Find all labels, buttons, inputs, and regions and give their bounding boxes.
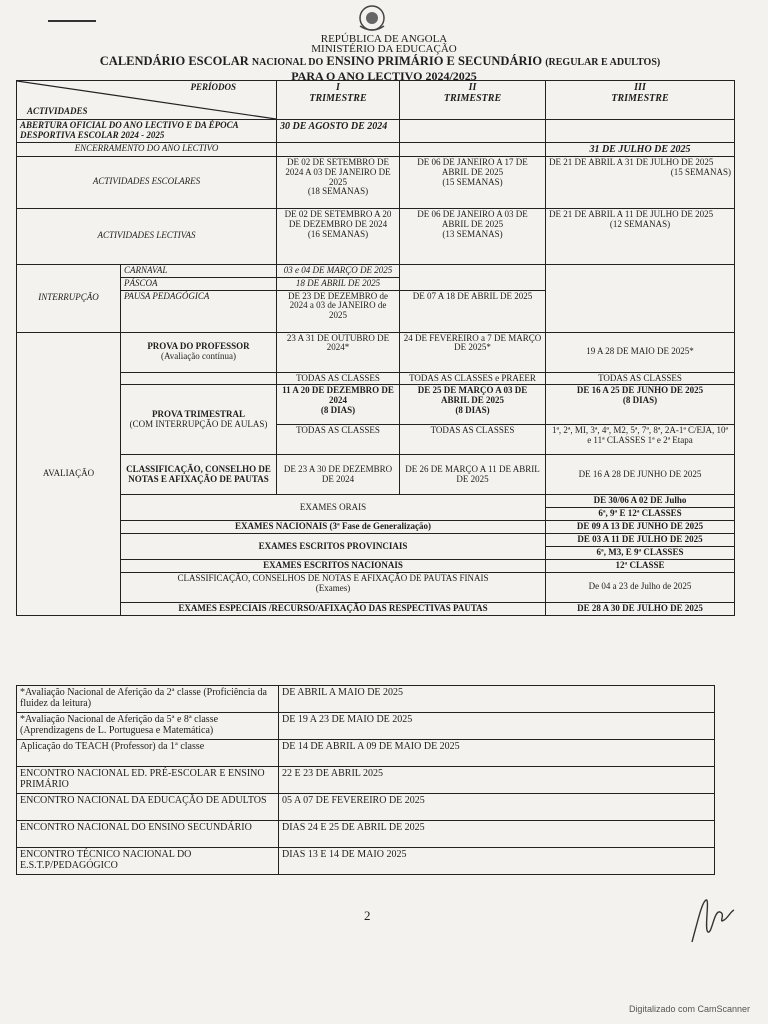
classif-ex-t3: De 04 a 23 de Julho de 2025 <box>546 572 735 602</box>
header-year: PARA O ANO LECTIVO 2024/2025 <box>291 69 477 83</box>
ex-prov-label: EXAMES ESCRITOS PROVINCIAIS <box>121 534 546 560</box>
prova-trim-sub: (COM INTERRUPÇÃO DE AULAS) <box>129 418 268 429</box>
prova-trim-t3 <box>546 385 735 425</box>
event-date: DIAS 13 E 14 DE MAIO 2025 <box>279 848 715 875</box>
act-escolares-label: ACTIVIDADES ESCOLARES <box>17 156 277 208</box>
table-row <box>17 142 735 156</box>
scanner-credit: Digitalizado com CamScanner <box>628 1004 750 1014</box>
title-part-d: (REGULAR E ADULTOS) <box>545 57 661 68</box>
carnaval-label: CARNAVAL <box>121 264 277 277</box>
event-label: ENCONTRO NACIONAL ED. PRÉ-ESCOLAR E ENSINO PRIMÁRIO <box>17 767 279 794</box>
event-row <box>17 848 715 875</box>
periodos-label: PERÍODOS <box>190 82 236 92</box>
title-part-c: ENSINO PRIMÁRIO E SECUNDÁRIO <box>326 54 543 68</box>
prova-trim-title: PROVA TRIMESTRAL <box>152 409 245 420</box>
event-row <box>17 740 715 767</box>
act-lec-t1-date: DE 02 DE SETEMBRO A 20 DE DEZEMBRO DE 2024 <box>284 208 392 229</box>
table-row <box>17 264 735 277</box>
pascoa-t1: 18 DE ABRIL DE 2025 <box>277 277 400 290</box>
interrupcao-t3 <box>546 264 735 332</box>
pausa-label: PAUSA PEDAGÓGICA <box>121 290 277 332</box>
event-row <box>17 794 715 821</box>
actividades-label: ACTIVIDADES <box>27 106 88 117</box>
ex-nac-label: EXAMES NACIONAIS (3ª Fase de Generalização) <box>121 521 546 534</box>
table-row <box>17 559 735 572</box>
event-row <box>17 821 715 848</box>
ex-esc-nac-label: EXAMES ESCRITOS NACIONAIS <box>121 559 546 572</box>
todas2-t2: TODAS AS CLASSES <box>400 425 546 455</box>
ex-prov-t3: DE 03 A 11 DE JULHO DE 2025 <box>546 534 735 547</box>
act-esc-t3 <box>546 156 735 208</box>
table-row <box>17 495 735 508</box>
table-row <box>17 534 735 547</box>
prova-trim-t1-days: (8 DIAS) <box>320 405 356 416</box>
table-row <box>17 208 735 264</box>
avaliacao-label: AVALIAÇÃO <box>17 332 121 615</box>
table-row <box>17 521 735 534</box>
act-esc-t2 <box>400 156 546 208</box>
act-esc-t2-weeks: (15 SEMANAS) <box>442 176 503 187</box>
event-date: 05 A 07 DE FEVEREIRO DE 2025 <box>279 794 715 821</box>
t2-label: TRIMESTRE <box>443 93 502 104</box>
encerramento-t3: 31 DE JULHO DE 2025 <box>546 142 735 156</box>
classif-ex-title: CLASSIFICAÇÃO, CONSELHOS DE NOTAS E AFIXAÇÃO DE PAUTAS FINAIS <box>177 572 489 583</box>
ex-esc-nac-t3: 12ª CLASSE <box>546 559 735 572</box>
table-row <box>17 455 735 495</box>
ex-esp-label: EXAMES ESPECIAIS /RECURSO/AFIXAÇÃO DAS RESPECTIVAS PAUTAS <box>121 602 546 615</box>
scan-mark <box>48 20 96 22</box>
prova-trim-t1-date: 11 A 20 DE DEZEMBRO DE 2024 <box>282 385 394 406</box>
act-lec-t1-weeks: (16 SEMANAS) <box>307 228 369 239</box>
abertura-t3 <box>546 120 735 143</box>
event-label: ENCONTRO NACIONAL DO ENSINO SECUNDÁRIO <box>17 821 279 848</box>
todas2-t1: TODAS AS CLASSES <box>277 425 400 455</box>
prova-prof-sub: (Avaliação contínua) <box>160 351 237 362</box>
interrupcao-label: INTERRUPÇÃO <box>17 264 121 332</box>
ex-orais-label: EXAMES ORAIS <box>121 495 546 521</box>
act-lec-t1 <box>277 208 400 264</box>
event-date: DE 14 DE ABRIL A 09 DE MAIO DE 2025 <box>279 740 715 767</box>
event-date: 22 E 23 DE ABRIL 2025 <box>279 767 715 794</box>
event-label: ENCONTRO NACIONAL DA EDUCAÇÃO DE ADULTOS <box>17 794 279 821</box>
events-body <box>17 686 715 875</box>
ex-nac-t3: DE 09 A 13 DE JUNHO DE 2025 <box>546 521 735 534</box>
todas-t2: TODAS AS CLASSES e PRAEER <box>400 372 546 385</box>
event-label: *Avaliação Nacional de Aferição da 2ª classe (Proficiência da fluidez da leitura) <box>17 686 279 713</box>
event-label: *Avaliação Nacional de Aferição da 5ª e 8ª classe (Aprendizagens de L. Portuguesa e Matemática) <box>17 713 279 740</box>
act-esc-t3-weeks: (15 SEMANAS) <box>670 166 731 177</box>
abertura-label: ABERTURA OFICIAL DO ANO LECTIVO E DA ÉPOCA DESPORTIVA ESCOLAR 2024 - 2025 <box>17 120 277 143</box>
prova-trim-t2 <box>400 385 546 425</box>
pausa-t1: DE 23 DE DEZEMBRO de 2024 a 03 de JANEIRO de 2025 <box>277 290 400 332</box>
act-lec-t2-date: DE 06 DE JANEIRO A 03 DE ABRIL DE 2025 <box>417 208 528 229</box>
t1-num: I <box>336 82 340 93</box>
prova-prof-label <box>121 332 277 372</box>
classif-t1: DE 23 A 30 DE DEZEMBRO DE 2024 <box>277 455 400 495</box>
ex-orais-t3: DE 30/06 A 02 DE Julho <box>546 495 735 508</box>
act-lec-t2-weeks: (13 SEMANAS) <box>442 228 503 239</box>
prova-trim-t2-date: DE 25 DE MARÇO A 03 DE ABRIL DE 2025 <box>417 385 528 406</box>
carnaval-t1: 03 e 04 DE MARÇO DE 2025 <box>277 264 400 277</box>
t3-label: TRIMESTRE <box>611 93 669 104</box>
header-title <box>40 55 720 68</box>
act-lec-t3 <box>546 208 735 264</box>
calendar-table <box>16 80 735 616</box>
act-esc-t1-weeks: (18 SEMANAS) <box>307 186 369 197</box>
classif-ex-label <box>121 572 546 602</box>
event-date: DIAS 24 E 25 DE ABRIL DE 2025 <box>279 821 715 848</box>
table-row <box>17 372 735 385</box>
classif-t3: DE 16 A 28 DE JUNHO DE 2025 <box>546 455 735 495</box>
events-table <box>16 685 715 875</box>
prova-prof-t1: 23 A 31 DE OUTUBRO DE 2024* <box>277 332 400 372</box>
table-header-row <box>17 81 735 120</box>
todas2-t3: 1ª, 2ª, MI, 3ª, 4ª, M2, 5ª, 7ª, 8ª, 2A-1ª C/EJA, 10ª e 11ª CLASSES 1ª e 2ª Etapa <box>546 425 735 455</box>
act-esc-t1 <box>277 156 400 208</box>
table-row <box>17 602 735 615</box>
prova-prof-title: PROVA DO PROFESSOR <box>147 341 250 352</box>
carnaval-t2 <box>400 264 546 290</box>
classif-label: CLASSIFICAÇÃO, CONSELHO DE NOTAS E AFIXAÇÃO DE PAUTAS <box>121 455 277 495</box>
event-row <box>17 686 715 713</box>
event-row <box>17 767 715 794</box>
table-row <box>17 156 735 208</box>
ex-prov-t3b: 6ª, M3, E 9ª CLASSES <box>546 547 735 560</box>
event-label: ENCONTRO TÉCNICO NACIONAL DO E.S.T.P/PEDAGÓGICO <box>17 848 279 875</box>
prova-trim-t3-date: DE 16 A 25 DE JUNHO DE 2025 <box>576 385 704 396</box>
t2-num: II <box>468 82 477 93</box>
prova-trim-t2-days: (8 DIAS) <box>455 405 490 416</box>
prova-trim-t3-days: (8 DIAS) <box>622 395 658 406</box>
t1-label: TRIMESTRE <box>309 93 367 104</box>
signature-icon <box>680 890 740 950</box>
pascoa-label: PÁSCOA <box>121 277 277 290</box>
page-number: 2 <box>364 908 371 923</box>
classif-ex-sub: (Exames) <box>315 582 351 593</box>
t3-num: III <box>634 82 646 93</box>
todas-t3: TODAS AS CLASSES <box>546 372 735 385</box>
event-date: DE 19 A 23 DE MAIO DE 2025 <box>279 713 715 740</box>
act-lec-t2 <box>400 208 546 264</box>
prova-trim-t1 <box>277 385 400 425</box>
table-row <box>17 332 735 372</box>
corner-cell <box>17 81 277 120</box>
title-part-a: CALENDÁRIO ESCOLAR <box>99 54 249 68</box>
event-label: Aplicação do TEACH (Professor) da 1ª classe <box>17 740 279 767</box>
todas-t1: TODAS AS CLASSES <box>277 372 400 385</box>
prova-prof-spacer <box>121 372 277 385</box>
header-t3 <box>546 81 735 120</box>
act-lectivas-label: ACTIVIDADES LECTIVAS <box>17 208 277 264</box>
header-ministry: MINISTÉRIO DA EDUCAÇÃO <box>311 43 457 55</box>
act-esc-t2-date: DE 06 DE JANEIRO A 17 DE ABRIL DE 2025 <box>417 156 528 177</box>
classif-t2: DE 26 DE MARÇO A 11 DE ABRIL DE 2025 <box>400 455 546 495</box>
act-esc-t1-date: DE 02 DE SETEMBRO DE 2024 A 03 DE JANEIRO DE 2025 <box>285 156 391 187</box>
ex-esp-t3: DE 28 A 30 DE JULHO DE 2025 <box>546 602 735 615</box>
prova-prof-t3: 19 A 28 DE MAIO DE 2025* <box>546 332 735 372</box>
prova-trim-label <box>121 385 277 455</box>
abertura-t1: 30 DE AGOSTO DE 2024 <box>277 120 400 143</box>
act-esc-t3-date: DE 21 DE ABRIL A 31 DE JULHO DE 2025 <box>549 156 714 167</box>
header-republic: REPÚBLICA DE ANGOLA <box>320 33 448 45</box>
table-row <box>17 120 735 143</box>
title-part-b: NACIONAL DO <box>251 57 324 68</box>
header-t1 <box>277 81 400 120</box>
act-lec-t3-date: DE 21 DE ABRIL A 11 DE JULHO DE 2025 <box>549 208 714 219</box>
table-row <box>17 385 735 425</box>
event-date: DE ABRIL A MAIO DE 2025 <box>279 686 715 713</box>
encerramento-t2 <box>400 142 546 156</box>
header-t2 <box>400 81 546 120</box>
abertura-t2 <box>400 120 546 143</box>
table-row <box>17 572 735 602</box>
ex-orais-t3b: 6ª, 9ª E 12ª CLASSES <box>546 508 735 521</box>
coat-of-arms-icon <box>352 2 392 32</box>
encerramento-label: ENCERRAMENTO DO ANO LECTIVO <box>17 142 277 156</box>
event-row <box>17 713 715 740</box>
prova-prof-t2: 24 DE FEVEREIRO a 7 DE MARÇO DE 2025* <box>400 332 546 372</box>
act-lec-t3-weeks: (12 SEMANAS) <box>609 218 671 229</box>
encerramento-t1 <box>277 142 400 156</box>
pausa-t2: DE 07 A 18 DE ABRIL DE 2025 <box>400 290 546 332</box>
